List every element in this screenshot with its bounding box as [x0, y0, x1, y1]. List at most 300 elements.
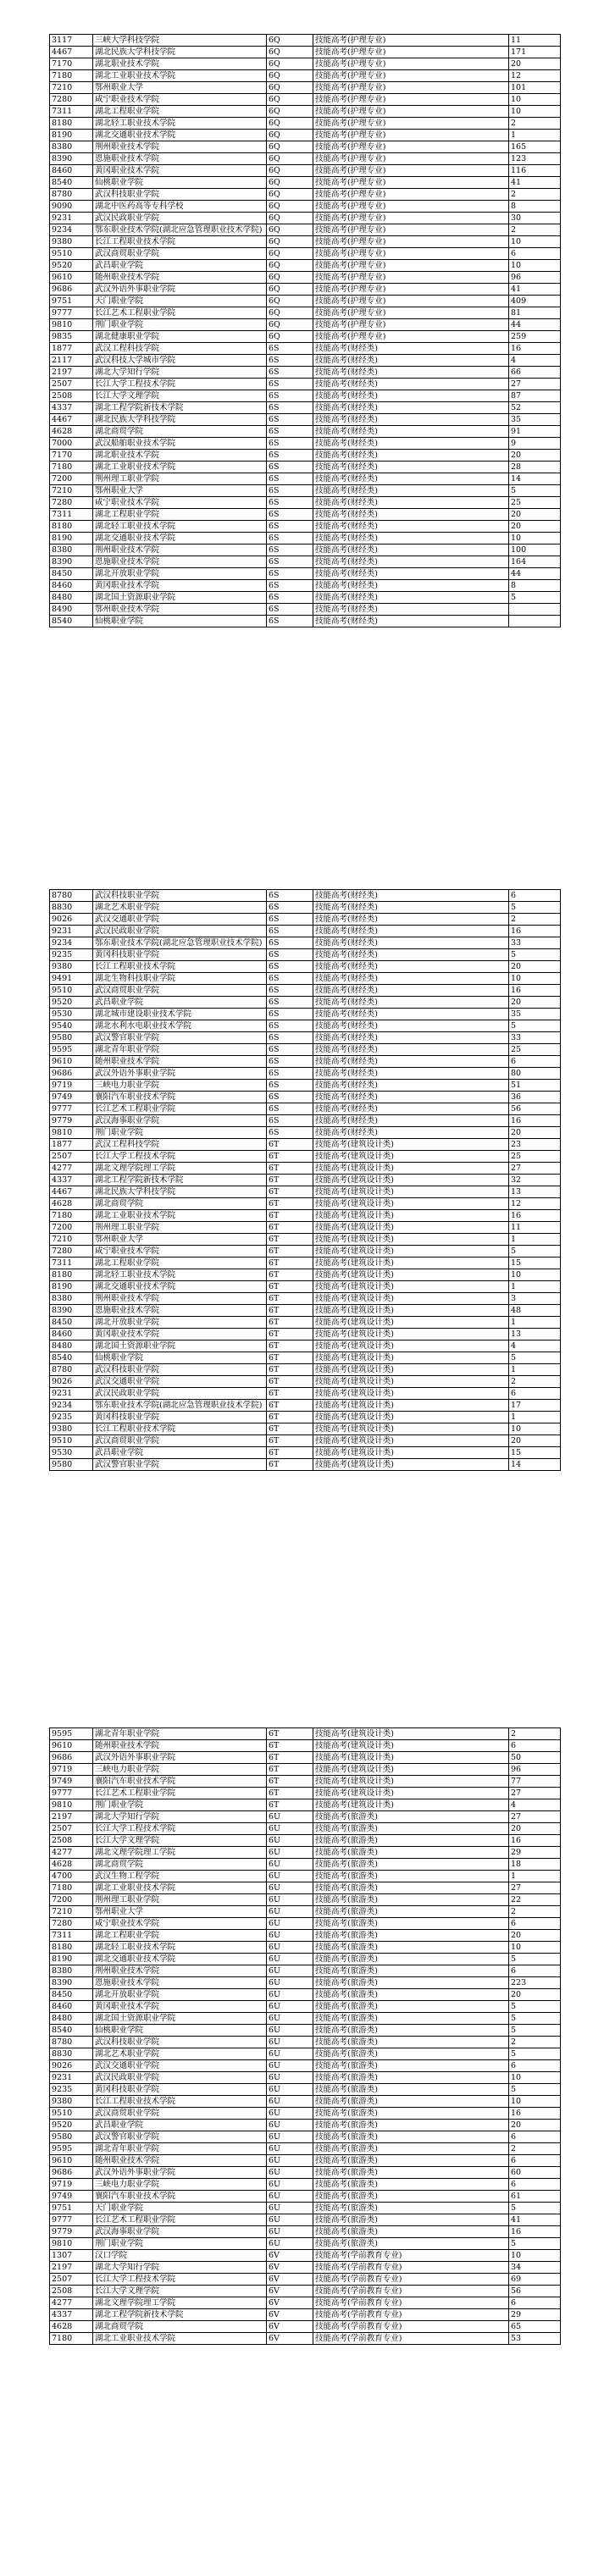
school-code-cell: 9686	[50, 2167, 93, 2179]
school-name-cell: 武汉商贸职业学院	[93, 1435, 267, 1447]
exam-type-cell: 技能高考(建筑设计类)	[313, 1222, 509, 1234]
category-code-cell: 6T	[267, 1764, 313, 1776]
exam-type-cell: 技能高考(建筑设计类)	[313, 1364, 509, 1376]
school-code-cell: 9231	[50, 2072, 93, 2084]
category-code-cell: 6U	[267, 2025, 313, 2037]
exam-type-cell: 技能高考(财经类)	[313, 497, 509, 509]
table-row	[50, 2167, 561, 2179]
school-code-cell: 8380	[50, 544, 93, 556]
school-code-cell: 9610	[50, 1740, 93, 1752]
school-name-cell: 武汉海事职业学院	[93, 1115, 267, 1127]
plan-count-cell: 5	[509, 2025, 561, 2037]
exam-type-cell: 技能高考(财经类)	[313, 438, 509, 450]
plan-count-cell: 10	[509, 1423, 561, 1435]
table-row	[50, 379, 561, 390]
school-name-cell: 鄂东职业技术学院(湖北应急管理职业技术学院)	[93, 1400, 267, 1412]
plan-count-cell: 10	[509, 1942, 561, 1954]
school-name-cell: 湖北文理学院理工学院	[93, 1847, 267, 1859]
plan-count-cell: 20	[509, 997, 561, 1009]
school-name-cell: 仙桃职业学院	[93, 2025, 267, 2037]
school-code-cell: 3117	[50, 35, 93, 47]
plan-count-cell: 1	[509, 1412, 561, 1423]
table-row	[50, 177, 561, 189]
school-code-cell: 9610	[50, 2155, 93, 2167]
table-row	[50, 1032, 561, 1044]
plan-count-cell: 11	[509, 35, 561, 47]
school-code-cell: 7280	[50, 1246, 93, 1258]
school-name-cell: 随州职业技术学院	[93, 1056, 267, 1068]
category-code-cell: 6Q	[267, 153, 313, 165]
exam-type-cell: 技能高考(旅游类)	[313, 2060, 509, 2072]
table-row	[50, 307, 561, 319]
category-code-cell: 6U	[267, 2001, 313, 2013]
school-code-cell: 8450	[50, 1317, 93, 1329]
exam-type-cell: 技能高考(财经类)	[313, 1103, 509, 1115]
school-code-cell: 8450	[50, 568, 93, 580]
exam-type-cell: 技能高考(财经类)	[313, 355, 509, 367]
category-code-cell: 6V	[267, 2297, 313, 2309]
category-code-cell: 6Q	[267, 94, 313, 106]
table-row	[50, 1882, 561, 1894]
category-code-cell: 6S	[267, 902, 313, 914]
table-row	[50, 544, 561, 556]
table-row	[50, 213, 561, 224]
category-code-cell: 6U	[267, 2096, 313, 2108]
school-name-cell: 荆州理工职业学院	[93, 473, 267, 485]
exam-type-cell: 技能高考(护理专业)	[313, 82, 509, 94]
school-name-cell: 湖北青年职业学院	[93, 2143, 267, 2155]
exam-type-cell: 技能高考(财经类)	[313, 985, 509, 997]
category-code-cell: 6U	[267, 1989, 313, 2001]
school-code-cell: 8450	[50, 1989, 93, 2001]
school-name-cell: 武汉工程科技学院	[93, 1139, 267, 1151]
plan-count-cell: 10	[509, 2072, 561, 2084]
school-name-cell: 长江大学工程技术学院	[93, 379, 267, 390]
exam-type-cell: 技能高考(旅游类)	[313, 1871, 509, 1882]
plan-count-cell: 5	[509, 1954, 561, 1965]
exam-type-cell: 技能高考(旅游类)	[313, 1942, 509, 1954]
category-code-cell: 6U	[267, 1847, 313, 1859]
admission-table-1	[49, 34, 561, 627]
school-name-cell: 长江大学工程技术学院	[93, 1151, 267, 1163]
school-code-cell: 8380	[50, 1293, 93, 1305]
school-code-cell: 9380	[50, 961, 93, 973]
table-row	[50, 592, 561, 604]
category-code-cell: 6S	[267, 592, 313, 604]
category-code-cell: 6T	[267, 1352, 313, 1364]
school-code-cell: 8180	[50, 118, 93, 130]
school-name-cell: 鄂州职业大学	[93, 485, 267, 497]
school-code-cell: 8540	[50, 616, 93, 627]
plan-count-cell: 29	[509, 1847, 561, 1859]
category-code-cell: 6S	[267, 985, 313, 997]
exam-type-cell: 技能高考(财经类)	[313, 521, 509, 533]
school-name-cell: 湖北青年职业学院	[93, 1044, 267, 1056]
category-code-cell: 6T	[267, 1447, 313, 1459]
exam-type-cell: 技能高考(旅游类)	[313, 1894, 509, 1906]
category-code-cell: 6T	[267, 1459, 313, 1471]
exam-type-cell: 技能高考(学前教育专业)	[313, 2262, 509, 2274]
category-code-cell: 6V	[267, 2250, 313, 2262]
category-code-cell: 6S	[267, 521, 313, 533]
school-name-cell: 湖北民族大学科技学院	[93, 1186, 267, 1198]
table-row	[50, 568, 561, 580]
category-code-cell: 6S	[267, 580, 313, 592]
exam-type-cell: 技能高考(旅游类)	[313, 1823, 509, 1835]
category-code-cell: 6Q	[267, 224, 313, 236]
table-row	[50, 1020, 561, 1032]
category-code-cell: 6T	[267, 1222, 313, 1234]
plan-count-cell: 4	[509, 1341, 561, 1352]
exam-type-cell: 技能高考(护理专业)	[313, 141, 509, 153]
school-code-cell: 7180	[50, 1210, 93, 1222]
table-row	[50, 1811, 561, 1823]
plan-count-cell: 20	[509, 450, 561, 462]
category-code-cell: 6U	[267, 1965, 313, 1977]
table-row	[50, 1435, 561, 1447]
plan-count-cell: 16	[509, 1210, 561, 1222]
school-name-cell: 襄阳汽车职业技术学院	[93, 2191, 267, 2203]
exam-type-cell: 技能高考(财经类)	[313, 580, 509, 592]
plan-count-cell: 41	[509, 2214, 561, 2226]
category-code-cell: 6T	[267, 1728, 313, 1740]
table-row	[50, 2025, 561, 2037]
table-row	[50, 438, 561, 450]
school-name-cell: 武汉商贸职业学院	[93, 985, 267, 997]
school-name-cell: 武汉警官职业学院	[93, 1032, 267, 1044]
table-row	[50, 1752, 561, 1764]
school-name-cell: 武汉外语外事职业学院	[93, 284, 267, 296]
table-row	[50, 1835, 561, 1847]
category-code-cell: 6S	[267, 533, 313, 544]
exam-type-cell: 技能高考(护理专业)	[313, 260, 509, 272]
category-code-cell: 6S	[267, 438, 313, 450]
school-code-cell: 4277	[50, 1163, 93, 1175]
category-code-cell: 6V	[267, 2309, 313, 2321]
plan-count-cell: 20	[509, 961, 561, 973]
school-code-cell: 8180	[50, 521, 93, 533]
school-name-cell: 武汉交通职业学院	[93, 1376, 267, 1388]
table-row	[50, 521, 561, 533]
school-code-cell: 4467	[50, 47, 93, 58]
school-name-cell: 湖北健康职业学院	[93, 331, 267, 343]
school-name-cell: 长江工程职业技术学院	[93, 961, 267, 973]
plan-count-cell	[509, 616, 561, 627]
exam-type-cell: 技能高考(财经类)	[313, 1127, 509, 1139]
school-name-cell: 湖北艺术职业学院	[93, 902, 267, 914]
school-code-cell: 2197	[50, 2262, 93, 2274]
table-row	[50, 533, 561, 544]
school-code-cell: 9777	[50, 307, 93, 319]
exam-type-cell: 技能高考(旅游类)	[313, 2025, 509, 2037]
plan-count-cell: 50	[509, 1752, 561, 1764]
exam-type-cell: 技能高考(旅游类)	[313, 1918, 509, 1930]
exam-type-cell: 技能高考(护理专业)	[313, 153, 509, 165]
plan-count-cell: 20	[509, 1435, 561, 1447]
plan-count-cell: 25	[509, 497, 561, 509]
school-name-cell: 湖北国土资源职业学院	[93, 1341, 267, 1352]
category-code-cell: 6U	[267, 2037, 313, 2048]
exam-type-cell: 技能高考(旅游类)	[313, 2143, 509, 2155]
plan-count-cell: 10	[509, 236, 561, 248]
school-name-cell: 湖北交通职业技术学院	[93, 1954, 267, 1965]
table-row	[50, 296, 561, 307]
exam-type-cell: 技能高考(旅游类)	[313, 1989, 509, 2001]
school-code-cell: 8540	[50, 2025, 93, 2037]
school-name-cell: 湖北民族大学科技学院	[93, 47, 267, 58]
category-code-cell: 6T	[267, 1163, 313, 1175]
category-code-cell: 6U	[267, 2167, 313, 2179]
table-row	[50, 2084, 561, 2096]
school-name-cell: 三峡大学科技学院	[93, 35, 267, 47]
category-code-cell: 6U	[267, 2179, 313, 2191]
plan-count-cell: 171	[509, 47, 561, 58]
school-code-cell: 8460	[50, 165, 93, 177]
table-row	[50, 189, 561, 201]
school-code-cell: 8390	[50, 1305, 93, 1317]
category-code-cell: 6T	[267, 1269, 313, 1281]
plan-count-cell: 1	[509, 130, 561, 141]
school-name-cell: 黄冈职业技术学院	[93, 1329, 267, 1341]
plan-count-cell: 16	[509, 2108, 561, 2120]
category-code-cell: 6S	[267, 568, 313, 580]
school-code-cell: 7000	[50, 438, 93, 450]
exam-type-cell: 技能高考(财经类)	[313, 1115, 509, 1127]
plan-count-cell: 1	[509, 1234, 561, 1246]
plan-count-cell: 5	[509, 1020, 561, 1032]
school-code-cell: 2197	[50, 367, 93, 379]
plan-count-cell: 9	[509, 438, 561, 450]
table-row	[50, 1799, 561, 1811]
school-code-cell: 8460	[50, 1329, 93, 1341]
plan-count-cell: 5	[509, 2013, 561, 2025]
school-code-cell: 9777	[50, 2214, 93, 2226]
school-name-cell: 湖北开放职业学院	[93, 1989, 267, 2001]
exam-type-cell: 技能高考(建筑设计类)	[313, 1341, 509, 1352]
school-name-cell: 湖北工程学院新技术学院	[93, 402, 267, 414]
school-code-cell: 8180	[50, 1269, 93, 1281]
category-code-cell: 6T	[267, 1788, 313, 1799]
school-code-cell: 9580	[50, 1459, 93, 1471]
category-code-cell: 6U	[267, 2191, 313, 2203]
table-row	[50, 497, 561, 509]
school-code-cell: 9234	[50, 937, 93, 949]
category-code-cell: 6U	[267, 2084, 313, 2096]
table-row	[50, 1186, 561, 1198]
table-row	[50, 2037, 561, 2048]
plan-count-cell: 259	[509, 331, 561, 343]
school-code-cell: 9777	[50, 1103, 93, 1115]
plan-count-cell: 35	[509, 1009, 561, 1020]
school-code-cell: 1877	[50, 343, 93, 355]
exam-type-cell: 技能高考(护理专业)	[313, 236, 509, 248]
table-row	[50, 1423, 561, 1435]
table-row	[50, 2250, 561, 2262]
school-name-cell: 湖北工业职业技术学院	[93, 70, 267, 82]
school-name-cell: 武昌职业学院	[93, 2120, 267, 2131]
table-row	[50, 2286, 561, 2297]
table-row	[50, 616, 561, 627]
category-code-cell: 6Q	[267, 331, 313, 343]
table-row	[50, 331, 561, 343]
school-code-cell: 4628	[50, 426, 93, 438]
category-code-cell: 6S	[267, 1103, 313, 1115]
school-name-cell: 武汉民政职业学院	[93, 2072, 267, 2084]
plan-count-cell: 15	[509, 1258, 561, 1269]
plan-count-cell: 91	[509, 426, 561, 438]
school-name-cell: 武汉工程科技学院	[93, 343, 267, 355]
plan-count-cell: 1	[509, 1317, 561, 1329]
school-code-cell: 7180	[50, 1882, 93, 1894]
table-row	[50, 2013, 561, 2025]
school-code-cell: 4700	[50, 1871, 93, 1882]
category-code-cell: 6T	[267, 1317, 313, 1329]
school-code-cell: 9749	[50, 1092, 93, 1103]
plan-count-cell: 5	[509, 902, 561, 914]
category-code-cell: 6V	[267, 2321, 313, 2333]
school-code-cell: 4628	[50, 2321, 93, 2333]
school-code-cell: 7311	[50, 1258, 93, 1269]
category-code-cell: 6U	[267, 2214, 313, 2226]
exam-type-cell: 技能高考(建筑设计类)	[313, 1163, 509, 1175]
plan-count-cell: 27	[509, 1882, 561, 1894]
plan-count-cell: 48	[509, 1305, 561, 1317]
category-code-cell: 6Q	[267, 236, 313, 248]
table-row	[50, 902, 561, 914]
category-code-cell: 6U	[267, 1942, 313, 1954]
category-code-cell: 6T	[267, 1341, 313, 1352]
school-name-cell: 荆州理工职业学院	[93, 1894, 267, 1906]
school-name-cell: 恩施职业技术学院	[93, 1305, 267, 1317]
category-code-cell: 6S	[267, 1009, 313, 1020]
school-name-cell: 湖北交通职业技术学院	[93, 130, 267, 141]
table-row	[50, 973, 561, 985]
school-name-cell: 荆门职业学院	[93, 1799, 267, 1811]
school-name-cell: 长江工程职业技术学院	[93, 236, 267, 248]
category-code-cell: 6S	[267, 544, 313, 556]
plan-count-cell: 2	[509, 2143, 561, 2155]
school-name-cell: 湖北工程学院新技术学院	[93, 1175, 267, 1186]
school-code-cell: 2508	[50, 390, 93, 402]
school-name-cell: 长江艺术工程职业学院	[93, 307, 267, 319]
exam-type-cell: 技能高考(建筑设计类)	[313, 1459, 509, 1471]
school-name-cell: 长江工程职业技术学院	[93, 1423, 267, 1435]
school-code-cell: 7180	[50, 70, 93, 82]
category-code-cell: 6T	[267, 1175, 313, 1186]
school-code-cell: 8780	[50, 890, 93, 902]
table-block-3	[49, 1727, 559, 2345]
table-row	[50, 2155, 561, 2167]
school-code-cell: 9779	[50, 2226, 93, 2238]
category-code-cell: 6T	[267, 1234, 313, 1246]
school-code-cell: 8480	[50, 592, 93, 604]
school-name-cell: 湖北职业技术学院	[93, 58, 267, 70]
school-name-cell: 鄂州职业大学	[93, 82, 267, 94]
table-row	[50, 1977, 561, 1989]
plan-count-cell: 6	[509, 1740, 561, 1752]
school-name-cell: 武汉船舶职业技术学院	[93, 438, 267, 450]
table-row	[50, 1728, 561, 1740]
school-name-cell: 长江大学工程技术学院	[93, 1823, 267, 1835]
exam-type-cell: 技能高考(护理专业)	[313, 130, 509, 141]
plan-count-cell: 27	[509, 1811, 561, 1823]
plan-count-cell: 10	[509, 2250, 561, 2262]
school-code-cell: 7170	[50, 450, 93, 462]
category-code-cell: 6S	[267, 937, 313, 949]
plan-count-cell: 1	[509, 1281, 561, 1293]
admission-table-2	[49, 889, 561, 1471]
category-code-cell: 6S	[267, 414, 313, 426]
school-code-cell: 8540	[50, 1352, 93, 1364]
exam-type-cell: 技能高考(护理专业)	[313, 201, 509, 213]
school-name-cell: 湖北商贸学院	[93, 1198, 267, 1210]
school-code-cell: 8780	[50, 1364, 93, 1376]
plan-count-cell: 35	[509, 414, 561, 426]
plan-count-cell: 20	[509, 2120, 561, 2131]
plan-count-cell: 61	[509, 2191, 561, 2203]
exam-type-cell: 技能高考(护理专业)	[313, 58, 509, 70]
school-code-cell: 9751	[50, 2203, 93, 2214]
plan-count-cell: 27	[509, 1788, 561, 1799]
table-row	[50, 1859, 561, 1871]
school-name-cell: 鄂东职业技术学院(湖北应急管理职业技术学院)	[93, 224, 267, 236]
exam-type-cell: 技能高考(建筑设计类)	[313, 1198, 509, 1210]
plan-count-cell: 12	[509, 1198, 561, 1210]
category-code-cell: 6Q	[267, 177, 313, 189]
plan-count-cell: 20	[509, 521, 561, 533]
table-row	[50, 1740, 561, 1752]
school-code-cell: 9686	[50, 1068, 93, 1080]
plan-count-cell: 6	[509, 2131, 561, 2143]
school-name-cell: 恩施职业技术学院	[93, 556, 267, 568]
school-code-cell: 7210	[50, 485, 93, 497]
exam-type-cell: 技能高考(建筑设计类)	[313, 1447, 509, 1459]
exam-type-cell: 技能高考(财经类)	[313, 890, 509, 902]
exam-type-cell: 技能高考(旅游类)	[313, 2191, 509, 2203]
exam-type-cell: 技能高考(旅游类)	[313, 1882, 509, 1894]
category-code-cell: 6U	[267, 1906, 313, 1918]
school-name-cell: 黄冈职业技术学院	[93, 165, 267, 177]
category-code-cell: 6T	[267, 1799, 313, 1811]
category-code-cell: 6U	[267, 1835, 313, 1847]
school-name-cell: 湖北大学知行学院	[93, 1811, 267, 1823]
table-row	[50, 2191, 561, 2203]
plan-count-cell: 23	[509, 1139, 561, 1151]
school-code-cell: 4337	[50, 1175, 93, 1186]
school-name-cell: 武汉科技职业学院	[93, 2037, 267, 2048]
school-code-cell: 8380	[50, 1965, 93, 1977]
plan-count-cell: 96	[509, 1764, 561, 1776]
school-name-cell: 湖北轻工职业技术学院	[93, 118, 267, 130]
plan-count-cell: 16	[509, 343, 561, 355]
exam-type-cell: 技能高考(建筑设计类)	[313, 1412, 509, 1423]
table-row	[50, 1210, 561, 1222]
table-row	[50, 1352, 561, 1364]
table-row	[50, 2179, 561, 2191]
school-name-cell: 黄冈职业技术学院	[93, 2001, 267, 2013]
exam-type-cell: 技能高考(旅游类)	[313, 2214, 509, 2226]
exam-type-cell: 技能高考(护理专业)	[313, 35, 509, 47]
school-name-cell: 湖北轻工职业技术学院	[93, 521, 267, 533]
category-code-cell: 6S	[267, 1127, 313, 1139]
exam-type-cell: 技能高考(护理专业)	[313, 118, 509, 130]
school-name-cell: 长江大学文理学院	[93, 390, 267, 402]
school-code-cell: 9610	[50, 1056, 93, 1068]
exam-type-cell: 技能高考(护理专业)	[313, 296, 509, 307]
school-code-cell: 2507	[50, 1151, 93, 1163]
exam-type-cell: 技能高考(财经类)	[313, 1068, 509, 1080]
school-name-cell: 襄阳汽车职业技术学院	[93, 1776, 267, 1788]
